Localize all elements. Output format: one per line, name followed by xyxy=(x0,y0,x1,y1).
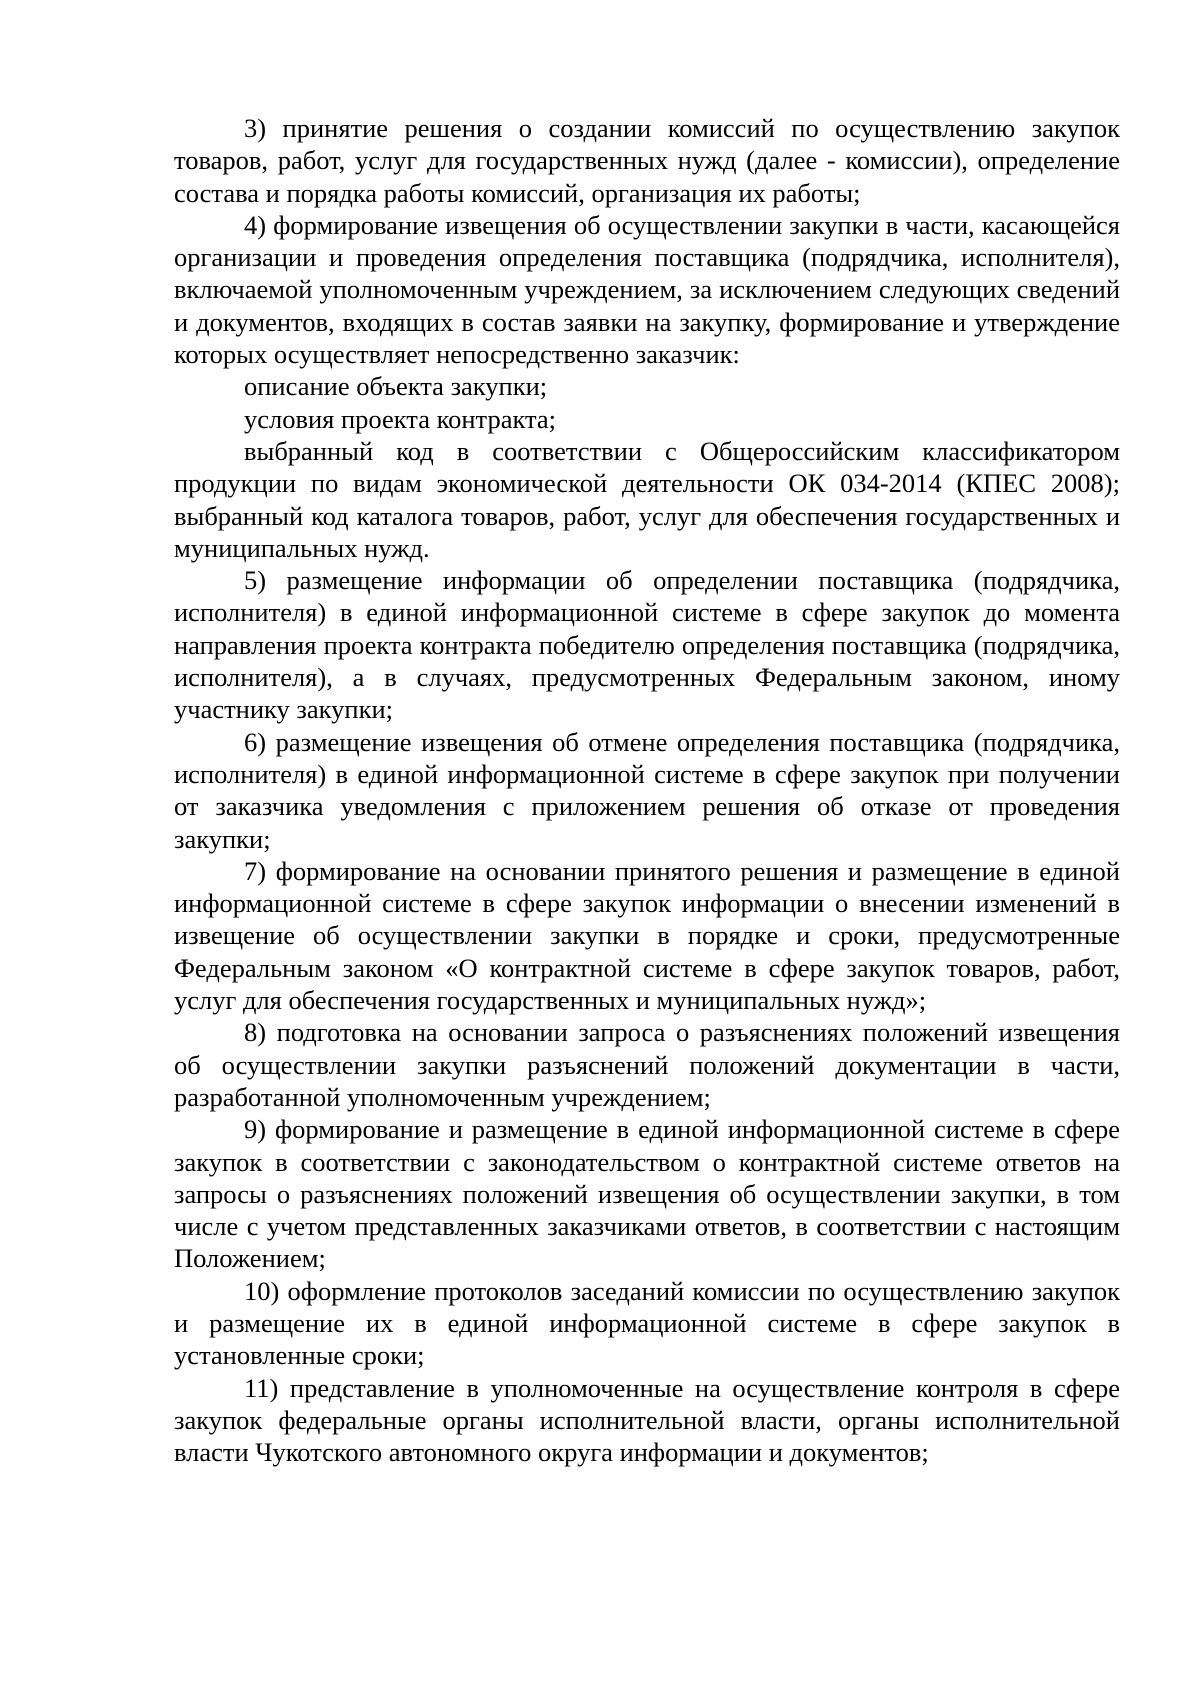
paragraph-item-9: 9) формирование и размещение в единой информационной системе в сфере закупок в соответствии с законодательством о контрактной системе ответов на запросы о разъяснениях положений извещения об осуществлении закупки, в том числе с учетом представленных заказчиками ответов, в соответствии с настоящим Положением; xyxy=(174,1114,1120,1274)
paragraph-item-4: 4) формирование извещения об осуществлении закупки в части, касающейся организации и проведения определения поставщика (подрядчика, исполнителя), включаемой уполномоченным учреждением, за исключением следующих сведений и документов, входящих в состав заявки на закупку, формирование и утверждение которых осуществляет непосредственно заказчик: xyxy=(174,209,1120,370)
paragraph-subitem-object-description: описание объекта закупки; xyxy=(244,371,548,402)
document-page xyxy=(174,112,1120,1468)
paragraph-subitem-contract-terms: условия проекта контракта; xyxy=(244,403,557,434)
paragraph-item-11: 11) представление в уполномоченные на осуществление контроля в сфере закупок федеральные органы исполнительной власти, органы исполнительной власти Чукотского автономного округа информации и документов; xyxy=(174,1372,1120,1468)
paragraph-item-10: 10) оформление протоколов заседаний комиссии по осуществлению закупок и размещение их в единой информационной системе в сфере закупок в установленные сроки; xyxy=(174,1275,1120,1371)
paragraph-item-7: 7) формирование на основании принятого решения и размещение в единой информационной системе в сфере закупок информации о внесении изменений в извещение об осуществлении закупки в порядке и сроки, предусмотренные Федеральным законом «О контрактной системе в сфере закупок товаров, работ, услуг для обеспечения государственных и муниципальных нужд»; xyxy=(174,855,1120,1016)
paragraph-item-3: 3) принятие решения о создании комиссий по осуществлению закупок товаров, работ, услуг для государственных нужд (далее - комиссии), определение состава и порядка работы комиссий, организация их работы; xyxy=(174,113,1120,208)
paragraph-subitem-classifier-code: выбранный код в соответствии с Общероссийским классификатором продукции по видам экономической деятельности ОК 034-2014 (КПЕС 2008); выбранный код каталога товаров, работ, услуг для обеспечения государственных и муниципальных нужд. xyxy=(174,435,1120,563)
paragraph-item-8: 8) подготовка на основании запроса о разъяснениях положений извещения об осуществлении закупки разъяснений положений документации в части, разработанной уполномоченным учреждением; xyxy=(174,1017,1120,1112)
paragraph-item-6: 6) размещение извещения об отмене определения поставщика (подрядчика, исполнителя) в единой информационной системе в сфере закупок при получении от заказчика уведомления с приложением решения об отказе от проведения закупки; xyxy=(174,726,1120,854)
paragraph-item-5: 5) размещение информации об определении поставщика (подрядчика, исполнителя) в единой информационной системе в сфере закупок до момента направления проекта контракта победителю определения поставщика (подрядчика, исполнителя), а в случаях, предусмотренных Федеральным законом, иному участнику закупки; xyxy=(174,565,1120,725)
